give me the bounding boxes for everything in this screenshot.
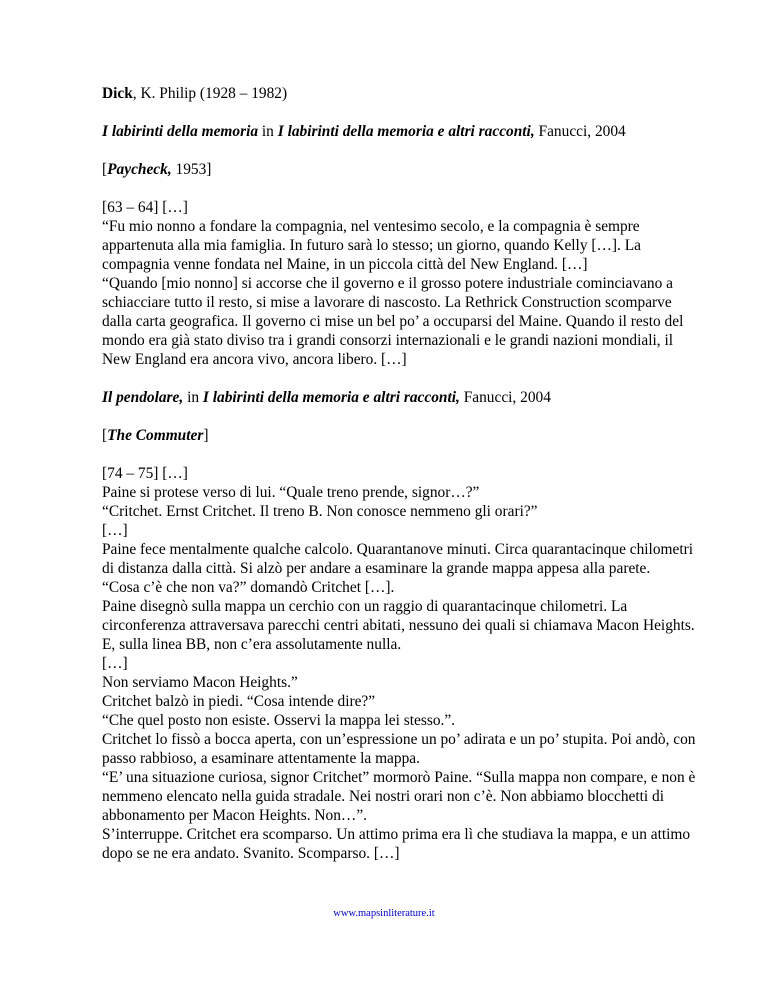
author-surname: Dick <box>102 85 133 102</box>
passage2-line: […] <box>102 522 128 539</box>
passage2-line: Non serviamo Macon Heights.” <box>102 674 298 691</box>
book1-citation <box>102 122 702 141</box>
website-link[interactable]: www.mapsinliterature.it <box>333 908 435 919</box>
passage1-line: “Quando [mio nonno] si accorse che il governo e il grosso potere industriale cominciavano a schiacciare tutto il resto, si mise a lavorare di nascosto. La Rethrick Construction scomparve dalla carta geografica. Il governo ci mise un bel po’ a occuparsi del Maine. Quando il resto del mondo era già stato diviso tra i grandi consorzi internazionali e le grandi nazioni mondiali, il New England era ancora vivo, ancora libero. […] <box>102 275 684 368</box>
author-line <box>102 84 702 103</box>
passage2 <box>102 464 702 863</box>
passage2-line: Critchet lo fissò a bocca aperta, con un’espressione un po’ adirata e un po’ stupita. Poi andò, con passo rabbioso, a esaminare attentamente la mappa. <box>102 731 696 767</box>
passage2-line: Critchet balzò in piedi. “Cosa intende dire?” <box>102 693 376 710</box>
book1-publisher: Fanucci, 2004 <box>534 123 626 140</box>
orig1-year: 1953] <box>171 161 212 178</box>
book2-collection: I labirinti della memoria e altri racconti, <box>202 389 460 406</box>
passage2-line: [74 – 75] […] <box>102 465 188 482</box>
passage2-line: Paine disegnò sulla mappa un cerchio con un raggio di quarantacinque chilometri. La circonferenza attraversava parecchi centri abitati, nessuno dei quali si chiamava Macon Heights. E, sulla linea BB, non c’era assolutamente nulla. <box>102 598 695 653</box>
passage2-line: […] <box>102 655 128 672</box>
orig2-close: ] <box>203 427 209 444</box>
page-footer <box>0 904 768 923</box>
orig2-title: The Commuter <box>107 427 204 444</box>
book2-in: in <box>183 389 203 406</box>
passage2-line: Paine si protese verso di lui. “Quale treno prende, signor…?” <box>102 484 480 501</box>
orig1-open: [ <box>102 161 108 178</box>
orig2-citation <box>102 426 702 445</box>
book1-in: in <box>258 123 278 140</box>
passage2-line: “Critchet. Ernst Critchet. Il treno B. Non conosce nemmeno gli orari?” <box>102 503 538 520</box>
book2-publisher: Fanucci, 2004 <box>459 389 551 406</box>
book1-title: I labirinti della memoria <box>102 123 259 140</box>
book1-collection: I labirinti della memoria e altri racconti, <box>277 123 535 140</box>
passage2-line: “E’ una situazione curiosa, signor Critchet” mormorò Paine. “Sulla mappa non compare, e non è nemmeno elencato nella guida stradale. Nei nostri orari non c’è. Non abbiamo blocchetti di abbonamento per Macon Heights. Non…”. <box>102 769 696 824</box>
book2-citation <box>102 388 702 407</box>
document-page <box>102 84 702 863</box>
book2-title: Il pendolare, <box>102 389 184 406</box>
passage1-line: “Fu mio nonno a fondare la compagnia, nel ventesimo secolo, e la compagnia è sempre appartenuta alla mia famiglia. In futuro sarà lo stesso; un giorno, quando Kelly […]. La compagnia venne fondata nel Maine, in un piccola città del New England. […] <box>102 218 641 273</box>
orig1-citation <box>102 160 702 179</box>
passage2-line: “Cosa c’è che non va?” domandò Critchet […]. <box>102 579 395 596</box>
passage1 <box>102 198 702 369</box>
passage2-line: S’interruppe. Critchet era scomparso. Un attimo prima era lì che studiava la mappa, e un attimo dopo se ne era andato. Svanito. Scomparso. […] <box>102 826 691 862</box>
passage2-line: Paine fece mentalmente qualche calcolo. Quarantanove minuti. Circa quarantacinque chilometri di distanza dalla città. Si alzò per andare a esaminare la grande mappa appesa alla parete. <box>102 541 694 577</box>
author-dates: , K. Philip (1928 – 1982) <box>132 85 288 102</box>
passage2-line: “Che quel posto non esiste. Osservi la mappa lei stesso.”. <box>102 712 456 729</box>
orig2-open: [ <box>102 427 108 444</box>
passage1-line: [63 – 64] […] <box>102 199 188 216</box>
orig1-title: Paycheck, <box>107 161 172 178</box>
